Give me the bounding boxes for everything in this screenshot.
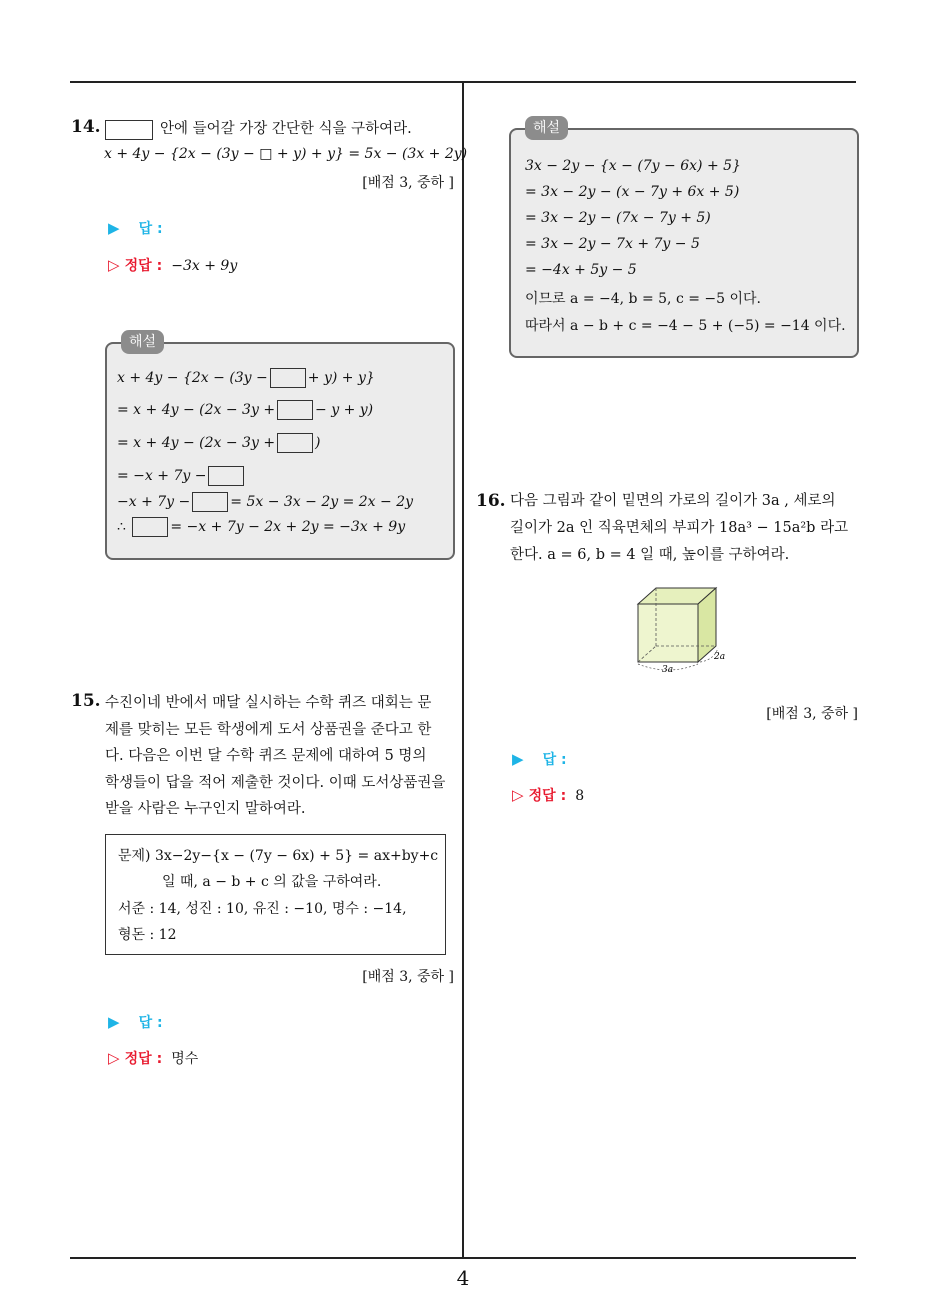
q14-solution-tag: 해설 [121,330,164,354]
q15-sol-line-2: = 3x − 2y − (x − 7y + 6x + 5) [525,184,740,200]
q14-equation: x + 4y − {2x − (3y − □ + y) + y} = 5x − (3x + 2y) [104,146,468,162]
q14-instruction: 안에 들어갈 가장 간단한 식을 구하여라. [160,121,412,137]
bottom-rule [70,1257,856,1259]
blank-box [270,368,306,388]
blank-box [277,433,313,453]
outline-arrow-icon: ▷ [108,256,120,274]
play-arrow-icon: ▶ [108,219,120,237]
problem-line-1: 문제) 3x−2y−{x − (7y − 6x) + 5} = ax+by+c [118,848,439,864]
q14-sol-line-2: = x + 4y − (2x − 3y + − y + y) [117,402,374,418]
outline-arrow-icon: ▷ [108,1049,120,1067]
q14-sol-line-6: ∴ = −x + 7y − 2x + 2y = −3x + 9y [117,519,406,535]
q14-answer-row [108,218,163,238]
play-arrow-icon: ▶ [108,1013,120,1031]
depth-label: 2a [714,652,726,662]
cuboid-figure [628,584,738,676]
q16-answer-label: 답 : [542,752,567,768]
q16-text: 다음 그림과 같이 밑면의 가로의 길이가 3a , 세로의 길이가 2a 인 직육면체의 부피가 18a³ − 15a²b 라고 한다. a = 6, b = 4 일 때, 높이를 구하여라. [510,493,849,563]
problem-line-4: 형돈 : 12 [118,927,177,943]
q16-correct-row [512,785,584,805]
column-divider [462,82,464,1258]
q15-correct-label: 정답 : [124,1051,163,1067]
q15-problem-box [105,834,446,955]
q15-number: 15. [71,691,101,711]
q15-sol-line-4: = 3x − 2y − 7x + 7y − 5 [525,236,700,252]
blank-box [277,400,313,420]
q16-score: [배점 3, 중하 ] [766,706,858,722]
q14-sol-line-5: −x + 7y − = 5x − 3x − 2y = 2x − 2y [117,494,414,510]
q14-score: [배점 3, 중하 ] [362,175,454,191]
width-label: 3a [662,665,674,675]
q15-correct-value: 명수 [171,1051,199,1067]
q14-correct-row [108,255,237,275]
q16-number: 16. [476,491,506,511]
q15-sol-line-5: = −4x + 5y − 5 [525,262,637,278]
q15-correct-row [108,1048,198,1068]
outline-arrow-icon: ▷ [512,786,524,804]
q15-solution-box [509,120,859,358]
blank-box [208,466,244,486]
q15-sol-line-1: 3x − 2y − {x − (7y − 6x) + 5} [525,158,741,174]
q14-sol-line-1: x + 4y − {2x − (3y − + y) + y} [117,370,375,386]
q15-sol-line-6: 이므로 a = −4, b = 5, c = −5 이다. [525,291,761,307]
problem-line-2: 일 때, a − b + c 의 값을 구하여라. [162,874,382,890]
q14-number: 14. [71,117,101,137]
q15-sol-line-3: = 3x − 2y − (7x − 7y + 5) [525,210,711,226]
q16-answer-row [512,749,567,769]
q15-sol-line-7: 따라서 a − b + c = −4 − 5 + (−5) = −14 이다. [525,318,846,334]
q15-answer-label: 답 : [138,1015,163,1031]
q15-answer-row [108,1012,163,1032]
page-number: 4 [456,1266,470,1290]
blank-box [192,492,228,512]
answer-blank-box [105,120,153,140]
q14-answer-label: 답 : [138,221,163,237]
q15-solution-tag: 해설 [525,116,568,140]
problem-line-3: 서준 : 14, 성진 : 10, 유진 : −10, 명수 : −14, [118,901,407,917]
q16-correct-label: 정답 : [528,788,567,804]
q15-text: 수진이네 반에서 매달 실시하는 수학 퀴즈 대회는 문 제를 맞히는 모든 학생에게 도서 상품권을 준다고 한 다. 다음은 이번 달 수학 퀴즈 문제에 대하여 5 명의 학생들이 답을 적어 제출한 것이다. 이때 도서상품권을 받을 사람은 누구인지 말하여라. [105,695,446,817]
blank-box [132,517,168,537]
q14-solution-box [105,334,455,560]
q14-sol-line-3: = x + 4y − (2x − 3y + ) [117,435,321,451]
q16-correct-value: 8 [575,788,585,804]
q15-score: [배점 3, 중하 ] [362,969,454,985]
play-arrow-icon: ▶ [512,750,524,768]
q14-sol-line-4: = −x + 7y − [117,466,246,486]
q14-correct-value: −3x + 9y [171,258,238,274]
q14-correct-label: 정답 : [124,258,163,274]
